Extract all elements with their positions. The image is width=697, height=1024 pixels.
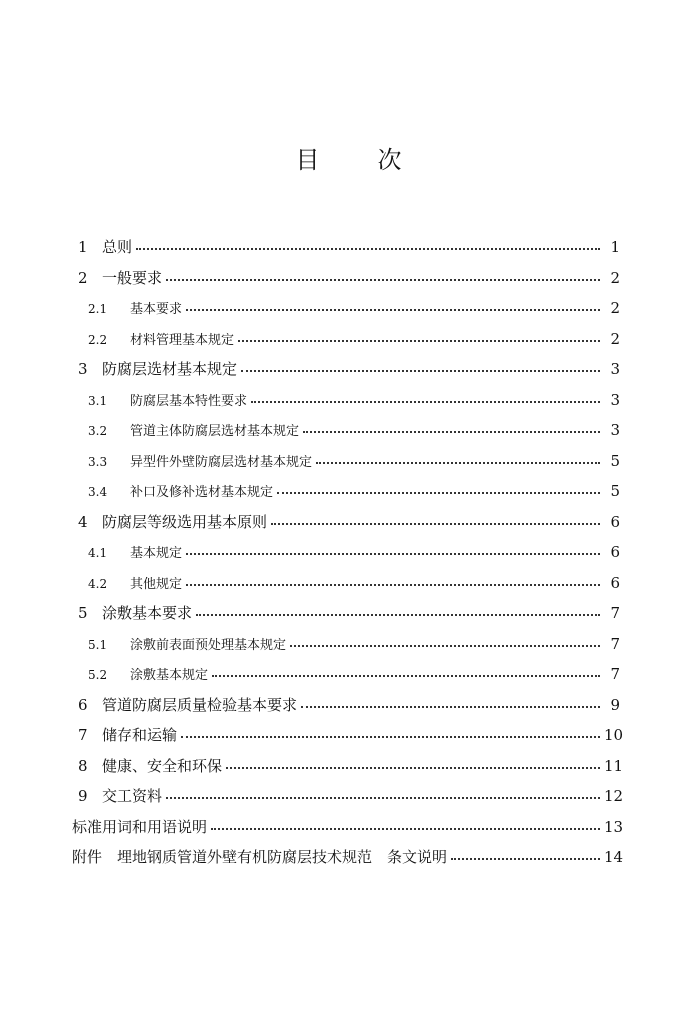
toc-entry-number: 3.4: [88, 485, 108, 499]
toc-entry-page: 3: [610, 390, 620, 409]
toc-leader-dots: [277, 492, 600, 494]
toc-entry-page: 7: [610, 634, 620, 653]
toc-entry-label: 储存和运输: [102, 726, 178, 744]
toc-entry[interactable]: [72, 507, 620, 538]
title-char-right: 次: [377, 146, 402, 174]
toc-entry-page: 11: [604, 756, 624, 775]
toc-entry[interactable]: [72, 324, 620, 355]
toc-leader-dots: [301, 706, 600, 708]
toc-entry-label: 基本要求: [130, 302, 183, 317]
toc-entry[interactable]: [72, 812, 624, 843]
toc-entry-page: 2: [610, 299, 620, 317]
toc-entry-page: 6: [610, 512, 620, 531]
toc-leader-dots: [196, 614, 600, 616]
toc-entry-label: 管道主体防腐层选材基本规定: [130, 424, 300, 439]
toc-entry-page: 1: [610, 238, 620, 256]
page-title: [0, 140, 697, 175]
toc-entry-number: 3.2: [88, 424, 108, 438]
toc-leader-dots: [166, 279, 600, 281]
toc-entry-number: 4: [78, 512, 88, 531]
toc-entry-label: 涂敷基本规定: [130, 668, 209, 683]
toc-entry-number: 7: [78, 726, 88, 744]
toc-entry-label: 防腐层基本特性要求: [130, 393, 248, 409]
toc-entry-label: 总则: [102, 238, 133, 256]
toc-entry[interactable]: [72, 385, 620, 416]
toc-leader-dots: [316, 462, 600, 464]
toc-entry-label: 交工资料: [102, 787, 163, 805]
toc-leader-dots: [212, 675, 600, 677]
toc-leader-dots: [303, 431, 600, 433]
toc-leader-dots: [290, 645, 600, 647]
toc-leader-dots: [226, 767, 600, 769]
toc-entry-number: 3.3: [88, 454, 108, 469]
toc-entry-label: 防腐层选材基本规定: [102, 360, 238, 378]
toc-entry-page: 13: [604, 817, 624, 836]
toc-leader-dots: [186, 553, 600, 555]
toc-leader-dots: [186, 584, 600, 586]
toc-entry-label: 异型件外壁防腐层选材基本规定: [130, 454, 313, 470]
toc-entry-number: 9: [78, 787, 88, 805]
toc-leader-dots: [181, 736, 600, 738]
toc-entry-page: 3: [610, 421, 620, 439]
toc-entry-number: 8: [78, 756, 88, 775]
toc-entry-page: 5: [610, 451, 620, 470]
toc-entry-label: 一般要求: [102, 268, 163, 287]
toc-entry-number: 1: [78, 238, 88, 256]
toc-entry-page: 9: [610, 695, 620, 714]
toc-entry-number: 2.1: [88, 302, 108, 316]
toc-leader-dots: [136, 248, 600, 250]
toc-entry-number: 5.1: [88, 637, 108, 652]
toc-entry-page: 2: [610, 329, 620, 348]
toc-entry-number: 5.2: [88, 668, 108, 682]
toc-entry[interactable]: [72, 263, 620, 294]
toc-entry-page: 10: [604, 726, 624, 744]
toc-leader-dots: [251, 401, 600, 403]
title-char-left: 目: [295, 146, 320, 174]
toc-entry-page: 7: [610, 665, 620, 683]
toc-leader-dots: [211, 828, 600, 830]
toc-entry-page: 2: [610, 268, 620, 287]
toc-entry-number: 4.1: [88, 546, 108, 560]
toc-leader-dots: [271, 523, 600, 525]
toc-entry-number: 5: [78, 604, 88, 622]
toc-leader-dots: [238, 340, 600, 342]
toc-entry[interactable]: [72, 537, 620, 568]
toc-entry[interactable]: [72, 293, 620, 324]
toc-entry-number: 3: [78, 360, 88, 378]
toc-leader-dots: [186, 309, 600, 311]
toc-entry-label: 附件 埋地钢质管道外壁有机防腐层技术规范 条文说明: [72, 848, 448, 866]
toc-entry[interactable]: [72, 659, 620, 690]
toc-entry-number: 2: [78, 268, 88, 287]
toc-entry[interactable]: [72, 446, 620, 477]
toc-entry-page: 3: [610, 360, 620, 378]
toc-entry[interactable]: [72, 842, 624, 873]
toc-entry-number: 3.1: [88, 393, 108, 408]
toc-leader-dots: [166, 797, 600, 799]
toc-entry-page: 7: [610, 604, 620, 622]
toc-entry-number: 4.2: [88, 576, 108, 591]
toc-entry-page: 6: [610, 573, 620, 592]
toc-entry[interactable]: [72, 751, 624, 782]
toc-entry[interactable]: [72, 720, 624, 751]
toc-entry-label: 涂敷基本要求: [102, 604, 193, 622]
toc-entry-page: 14: [604, 848, 624, 866]
toc-entry-page: 5: [610, 482, 620, 500]
toc-entry[interactable]: [72, 690, 620, 721]
toc-entry-label: 基本规定: [130, 546, 183, 561]
toc-entry-label: 材料管理基本规定: [130, 332, 235, 348]
toc-entry-label: 标准用词和用语说明: [72, 817, 208, 836]
toc-entry-label: 其他规定: [130, 576, 183, 592]
toc-entry[interactable]: [72, 781, 624, 812]
toc-leader-dots: [241, 370, 600, 372]
toc-entry-label: 防腐层等级选用基本原则: [102, 512, 268, 531]
toc-leader-dots: [451, 858, 600, 860]
toc-entry[interactable]: [72, 598, 620, 629]
toc-entry[interactable]: [72, 415, 620, 446]
toc-entry-page: 12: [604, 787, 624, 805]
toc-entry-number: 2.2: [88, 332, 108, 347]
toc-entry[interactable]: [72, 354, 620, 385]
toc-entry[interactable]: [72, 232, 620, 263]
toc-entry-label: 涂敷前表面预处理基本规定: [130, 637, 287, 653]
toc-entry-label: 健康、安全和环保: [102, 756, 223, 775]
toc-entry[interactable]: [72, 568, 620, 599]
toc-entry-label: 补口及修补选材基本规定: [130, 485, 274, 500]
toc-entry-page: 6: [610, 543, 620, 561]
toc-entry-number: 6: [78, 695, 88, 714]
table-of-contents: [72, 232, 624, 873]
toc-entry-label: 管道防腐层质量检验基本要求: [102, 695, 298, 714]
toc-entry[interactable]: [72, 476, 620, 507]
toc-entry[interactable]: [72, 629, 620, 660]
